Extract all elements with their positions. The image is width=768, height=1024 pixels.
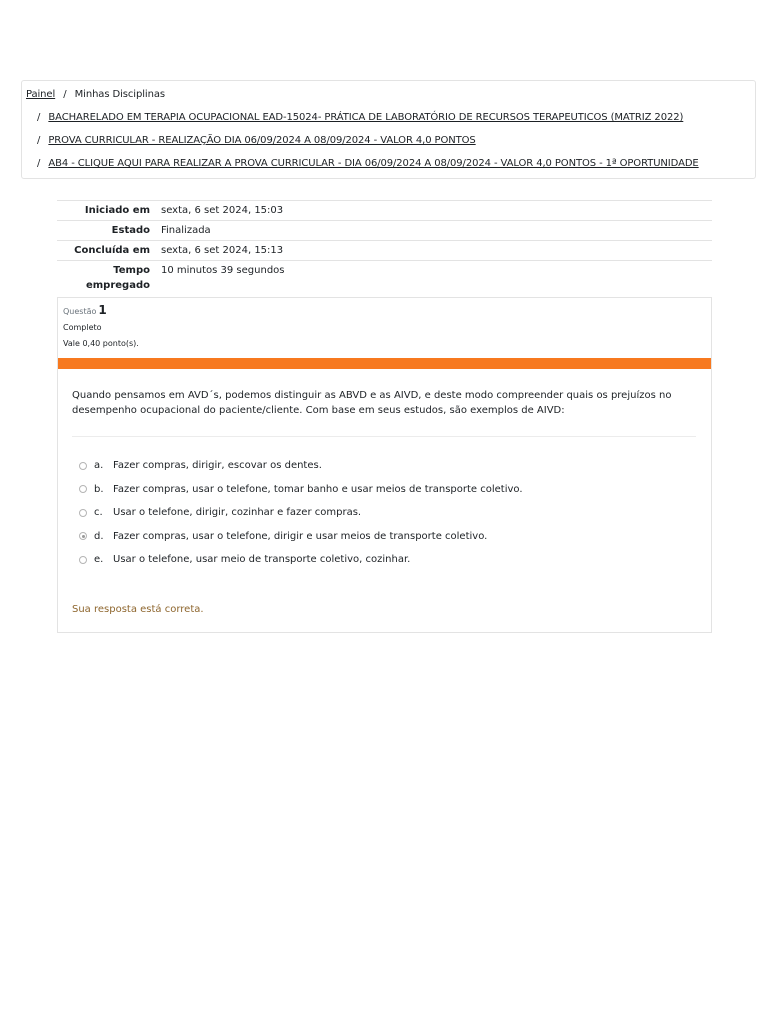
summary-row-time-taken bbox=[57, 260, 712, 295]
summary-row-started bbox=[57, 200, 712, 220]
breadcrumb-row-2 bbox=[32, 112, 683, 123]
radio-button[interactable] bbox=[79, 462, 87, 470]
question-number bbox=[63, 303, 139, 317]
breadcrumb-row-4 bbox=[32, 158, 699, 169]
answer-text: Usar o telefone, dirigir, cozinhar e fazer compras. bbox=[113, 507, 362, 519]
radio-button[interactable] bbox=[79, 556, 87, 564]
breadcrumb-separator: / bbox=[37, 158, 41, 169]
breadcrumb-item-minhas-disciplinas: Minhas Disciplinas bbox=[74, 89, 165, 100]
question-label: Questão bbox=[63, 307, 97, 316]
question-accent-bar bbox=[58, 358, 711, 369]
summary-value: 10 minutos 39 segundos bbox=[161, 265, 285, 276]
answer-feedback: Sua resposta está correta. bbox=[72, 604, 204, 615]
breadcrumb-link-section[interactable]: PROVA CURRICULAR - REALIZAÇÃO DIA 06/09/2024 A 08/09/2024 - VALOR 4,0 PONTOS bbox=[48, 135, 476, 146]
breadcrumb-row-1 bbox=[26, 89, 165, 100]
summary-label: Estado bbox=[111, 225, 150, 236]
question-text: Quando pensamos em AVD´s, podemos distinguir as ABVD e as AIVD, e deste modo compreender quais os prejuízos no desempenho ocupacional do paciente/cliente. Com base em seus estudos, são exemplos de AIVD: bbox=[72, 390, 672, 416]
breadcrumb-row-3 bbox=[32, 135, 476, 146]
question-info bbox=[63, 303, 139, 348]
answer-option-d[interactable] bbox=[72, 525, 523, 549]
radio-button[interactable] bbox=[79, 485, 87, 493]
radio-button-selected[interactable] bbox=[79, 532, 87, 540]
answer-text: Fazer compras, usar o telefone, dirigir e usar meios de transporte coletivo. bbox=[113, 530, 488, 542]
summary-label: Concluída em bbox=[74, 245, 150, 256]
summary-value: Finalizada bbox=[161, 225, 211, 236]
summary-label: Iniciado em bbox=[84, 205, 150, 216]
breadcrumb-link-course[interactable]: BACHARELADO EM TERAPIA OCUPACIONAL EAD-15024- PRÁTICA DE LABORATÓRIO DE RECURSOS TERAPEUTICOS (MATRIZ 2022) bbox=[48, 112, 684, 123]
answer-letter: c. bbox=[94, 507, 103, 519]
answer-text: Fazer compras, usar o telefone, tomar banho e usar meios de transporte coletivo. bbox=[113, 483, 523, 495]
summary-row-completed bbox=[57, 240, 712, 260]
breadcrumb-link-painel[interactable]: Painel bbox=[26, 89, 56, 100]
answer-option-c[interactable] bbox=[72, 501, 523, 525]
breadcrumb-separator: / bbox=[37, 112, 41, 123]
divider bbox=[72, 436, 696, 437]
answer-option-a[interactable] bbox=[72, 454, 523, 478]
summary-row-state bbox=[57, 220, 712, 240]
breadcrumb bbox=[21, 80, 756, 179]
answer-option-e[interactable] bbox=[72, 548, 523, 572]
answer-list bbox=[72, 454, 523, 572]
question-grade: Vale 0,40 ponto(s). bbox=[63, 339, 139, 348]
summary-value: sexta, 6 set 2024, 15:13 bbox=[161, 245, 284, 256]
attempt-summary-table bbox=[57, 200, 712, 295]
summary-label: Tempo empregado bbox=[85, 265, 150, 291]
breadcrumb-separator: / bbox=[37, 135, 41, 146]
summary-value: sexta, 6 set 2024, 15:03 bbox=[161, 205, 284, 216]
breadcrumb-separator: / bbox=[63, 89, 67, 100]
answer-text: Fazer compras, dirigir, escovar os dentes. bbox=[113, 460, 322, 472]
answer-letter: a. bbox=[94, 460, 104, 472]
question-card bbox=[57, 297, 712, 633]
question-number-value: 1 bbox=[98, 303, 107, 317]
answer-letter: d. bbox=[94, 530, 104, 542]
answer-letter: b. bbox=[94, 483, 104, 495]
answer-text: Usar o telefone, usar meio de transporte coletivo, cozinhar. bbox=[113, 554, 411, 566]
answer-option-b[interactable] bbox=[72, 478, 523, 502]
answer-letter: e. bbox=[94, 554, 104, 566]
question-state: Completo bbox=[63, 323, 102, 332]
radio-button[interactable] bbox=[79, 509, 87, 517]
breadcrumb-link-quiz[interactable]: AB4 - CLIQUE AQUI PARA REALIZAR A PROVA CURRICULAR - DIA 06/09/2024 A 08/09/2024 - VALOR 4,0 PONTOS - 1ª OPORTUNIDADE bbox=[48, 158, 699, 169]
